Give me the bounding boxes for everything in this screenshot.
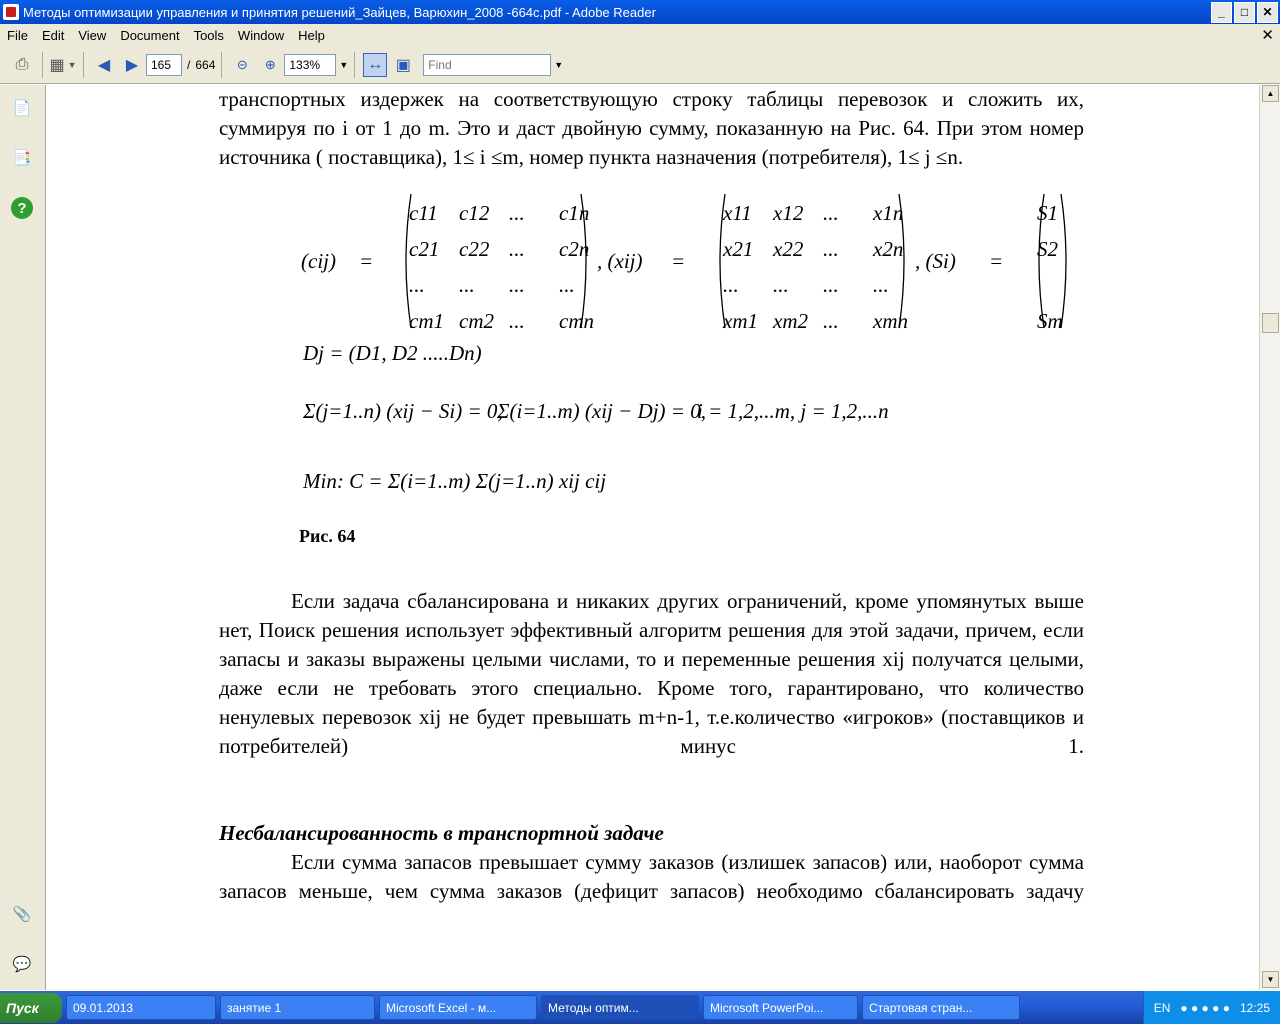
find-dropdown-icon[interactable]: ▼: [554, 59, 564, 70]
menu-help[interactable]: Help: [298, 27, 325, 43]
minimize-button[interactable]: _: [1211, 2, 1232, 23]
x-matrix-cell: ...: [823, 201, 839, 225]
page-total: 664: [195, 57, 216, 72]
previous-page-icon[interactable]: ◀: [97, 56, 111, 74]
c-matrix-cell: ...: [509, 201, 525, 225]
c-matrix-cell: ...: [509, 309, 525, 333]
taskbar-powerpoint[interactable]: Microsoft PowerPoi...: [703, 995, 858, 1020]
s-vector-cell: S2: [1037, 237, 1058, 261]
next-page-icon[interactable]: ▶: [125, 56, 139, 74]
toolbar-separator: [83, 52, 84, 78]
x-matrix-cell: x1n: [873, 201, 904, 225]
x-matrix-cell: ...: [823, 309, 839, 333]
zoom-out-icon[interactable]: ⊝: [236, 56, 248, 72]
c-matrix-cell: ...: [559, 273, 575, 297]
x-matrix-cell: ...: [823, 237, 839, 261]
pdf-page: [219, 85, 1084, 906]
menu-tools[interactable]: Tools: [193, 27, 224, 43]
equals-sign: =: [989, 249, 1004, 273]
x-matrix-cell: x21: [723, 237, 754, 261]
scroll-thumb[interactable]: [1262, 313, 1279, 333]
c-matrix-cell: c12: [459, 201, 490, 225]
paragraph-1: транспортных издержек на соответствующую строку таблицы перевозок и сложить их, суммируя по i от 1 до m. Это и даст двойную сумму, показанную на Рис. 64. При этом номер источника ( поставщика), 1≤ i ≤m, номер пункта назначения (потребителя), 1≤ j ≤n.: [219, 87, 1084, 169]
x-matrix-cell: xmn: [873, 309, 908, 333]
section-heading: Несбалансированность в транспортной задаче: [219, 821, 664, 845]
x-matrix-cell: xm1: [723, 309, 758, 333]
figure-64: [219, 178, 1084, 528]
x-matrix-cell: ...: [873, 273, 889, 297]
export-icon[interactable]: ▦ ▼: [49, 56, 77, 74]
x-matrix-cell: x2n: [873, 237, 904, 261]
adobe-reader-icon: [3, 4, 19, 20]
menu-bar: [0, 24, 1280, 46]
attachments-icon[interactable]: 📎: [12, 906, 32, 923]
toolbar-separator: [42, 52, 43, 78]
equals-sign: =: [671, 249, 686, 273]
maximize-button[interactable]: □: [1234, 2, 1255, 23]
toolbar-separator: [354, 52, 355, 78]
x-matrix-cell: ...: [723, 273, 739, 297]
c-matrix-cell: ...: [509, 237, 525, 261]
menu-view[interactable]: View: [78, 27, 107, 43]
close-button[interactable]: ✕: [1257, 2, 1278, 23]
page-number-input[interactable]: [146, 54, 182, 76]
c-matrix-cell: ...: [509, 273, 525, 297]
fit-width-icon[interactable]: ↔: [363, 53, 387, 77]
system-tray: [1143, 991, 1280, 1024]
x-matrix-cell: x12: [773, 201, 804, 225]
c-matrix-cell: c2n: [559, 237, 590, 261]
help-icon[interactable]: ?: [11, 197, 33, 219]
equation-demand: Dj = (D1, D2 .....Dn): [303, 341, 482, 365]
menu-window[interactable]: Window: [237, 27, 285, 43]
x-matrix-cell: ...: [773, 273, 789, 297]
navigation-panel: [0, 85, 46, 990]
close-document-icon[interactable]: ✕: [1261, 27, 1274, 44]
fit-page-icon[interactable]: ▣: [395, 56, 411, 74]
language-indicator[interactable]: EN: [1153, 1000, 1171, 1015]
equation-objective: Min: C = Σ(i=1..m) Σ(j=1..n) xij cij: [303, 469, 607, 493]
find-input[interactable]: [423, 54, 551, 76]
equation-index-ranges: i = 1,2,...m, j = 1,2,...n: [697, 399, 889, 423]
clock: 12:25: [1239, 1000, 1270, 1015]
toolbar: [0, 46, 1280, 84]
equation-supply-sum: Σ(j=1..n) (xij − Si) = 0,: [303, 399, 503, 423]
zoom-input[interactable]: [284, 54, 336, 76]
s-vector-label: , (Si): [915, 249, 956, 273]
x-matrix-cell: xm2: [773, 309, 808, 333]
page-separator: /: [187, 57, 191, 72]
start-button[interactable]: Пуск: [0, 993, 62, 1023]
c-matrix-cell: cm1: [409, 309, 444, 333]
window-title: Методы оптимизации управления и принятия решений_Зайцев, Варюхин_2008 -664с.pdf - Adobe Reader: [23, 4, 656, 20]
menu-file[interactable]: File: [7, 27, 28, 43]
comments-icon[interactable]: 💬: [12, 956, 32, 973]
taskbar-adobe-reader[interactable]: Методы оптим...: [541, 995, 699, 1020]
zoom-in-icon[interactable]: ⊕: [264, 56, 276, 72]
title-bar: [0, 0, 1280, 24]
equals-sign: =: [359, 249, 374, 273]
menu-document[interactable]: Document: [120, 27, 180, 43]
scroll-down-icon[interactable]: ▼: [1262, 971, 1279, 988]
toolbar-separator: [221, 52, 222, 78]
paragraph-3: Если сумма запасов превышает сумму заказов (излишек запасов) или, наоборот сумма запасов меньше, чем сумма заказов (дефицит запасов) необходимо сбалансировать задачу: [219, 850, 1084, 903]
c-matrix-cell: ...: [459, 273, 475, 297]
c-matrix-cell: c22: [459, 237, 490, 261]
tray-icons: ● ● ● ● ●: [1180, 1000, 1230, 1015]
c-matrix-label: (cij): [301, 249, 336, 273]
c-matrix-cell: cm2: [459, 309, 494, 333]
taskbar-folder-date[interactable]: 09.01.2013: [66, 995, 216, 1020]
c-matrix-cell: c11: [409, 201, 438, 225]
scroll-up-icon[interactable]: ▲: [1262, 85, 1279, 102]
c-matrix-cell: c21: [409, 237, 440, 261]
s-vector-cell: S1: [1037, 201, 1058, 225]
s-vector-right-bracket: [1061, 194, 1066, 328]
taskbar-excel[interactable]: Microsoft Excel - м...: [379, 995, 537, 1020]
figure-caption: Рис. 64: [299, 526, 356, 546]
s-vector-cell: Sm: [1037, 309, 1063, 333]
taskbar-folder-lesson[interactable]: занятие 1: [220, 995, 375, 1020]
bookmarks-icon[interactable]: 📑: [12, 150, 32, 167]
menu-edit[interactable]: Edit: [41, 27, 65, 43]
x-matrix-label: , (xij): [597, 249, 643, 273]
paragraph-2: Если задача сбалансирована и никаких других ограничений, кроме упомянутых выше нет, Поиск решения использует эффективный алгоритм решения для этой задачи, причем, если запасы и заказы выражены целыми числами, то и переменные решения xij получатся целыми, даже если не требовать этого специально. Кроме того, гарантировано, что количество ненулевых перевозок xij не будет превышать m+n-1, т.е.количество «игроков» (поставщиков и потребителей) минус 1.: [219, 589, 1084, 758]
taskbar-firefox[interactable]: Стартовая стран...: [862, 995, 1020, 1020]
print-icon[interactable]: ⎙: [15, 55, 29, 73]
x-matrix-cell: x22: [773, 237, 804, 261]
x-matrix-cell: ...: [823, 273, 839, 297]
c-matrix-cell: c1n: [559, 201, 590, 225]
vertical-scrollbar[interactable]: [1259, 85, 1280, 990]
equation-demand-sum: Σ(i=1..m) (xij − Dj) = 0,: [497, 399, 706, 423]
zoom-dropdown-icon[interactable]: ▼: [339, 59, 349, 70]
taskbar: [0, 991, 1280, 1024]
c-matrix-cell: cmn: [559, 309, 594, 333]
pages-icon[interactable]: 📄: [12, 100, 32, 117]
c-matrix-cell: ...: [409, 273, 425, 297]
x-matrix-cell: x11: [723, 201, 752, 225]
document-view[interactable]: [47, 85, 1259, 990]
